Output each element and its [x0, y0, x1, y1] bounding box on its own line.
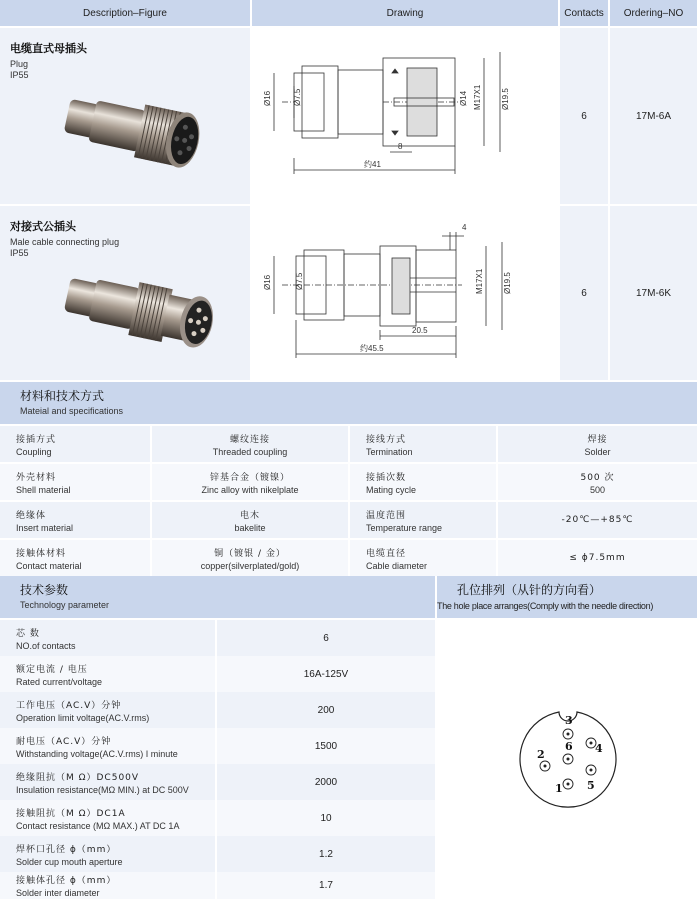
product-drawing: [252, 28, 560, 204]
material-row: [0, 502, 697, 538]
dim-d16: Ø16: [263, 90, 272, 106]
material-value-cn: 500 次: [580, 472, 615, 483]
hole-label-5: 5: [587, 779, 595, 792]
dim-l8: 8: [398, 142, 403, 151]
product-ip-rating: IP55: [10, 70, 29, 80]
tech-label-en: Solder inter diameter: [16, 888, 100, 898]
material-label-en: Coupling: [16, 446, 52, 457]
tech-value: 10: [320, 812, 332, 824]
tech-value: 1.7: [319, 880, 333, 891]
tech-row: [0, 656, 435, 692]
tech-value: 6: [323, 632, 329, 644]
material-value-cn: 焊接: [587, 434, 608, 445]
material-value-en: Zinc alloy with nikelplate: [201, 484, 299, 495]
material-value-en: 500: [589, 484, 606, 495]
tech-label-en: Solder cup mouth aperture: [16, 856, 123, 867]
material-value-cn: ≤ ϕ7.5mm: [569, 553, 626, 563]
product-description: [0, 28, 252, 204]
materials-title-en: Mateial and specifications: [20, 406, 124, 416]
material-label-cn: 绝缘体: [16, 510, 47, 521]
material-row: [0, 426, 697, 462]
header-contacts: Contacts: [560, 0, 610, 26]
product-row-plug: [0, 28, 697, 204]
dim-l205: 20.5: [412, 326, 428, 335]
tech-label-cn: 耐电压（AC.V）分钟: [16, 736, 112, 747]
dim-l41: 约41: [364, 160, 381, 169]
tech-row: [0, 800, 435, 836]
holes-title-en: The hole place arranges(Comply with the needle direction): [437, 601, 654, 611]
material-label-en: Temperature range: [366, 522, 443, 533]
tech-label-cn: 绝缘阻抗（M Ω）DC500V: [16, 772, 140, 783]
material-row: [0, 540, 697, 576]
hole-arrangement-diagram: [505, 704, 635, 814]
male-plug-photo: [55, 264, 235, 364]
dim-d195: Ø19.5: [501, 88, 510, 110]
tech-row: [0, 872, 435, 899]
product-ip-rating: IP55: [10, 248, 29, 258]
plug-technical-drawing: [252, 28, 560, 204]
product-order-no: 17M-6K: [635, 287, 671, 299]
material-row: [0, 464, 697, 500]
material-label-en: Cable diameter: [366, 560, 428, 571]
tech-label-en: Operation limit voltage(AC.V.rms): [16, 712, 150, 723]
tech-row: [0, 764, 435, 800]
product-title-cn: 对接式公插头: [10, 220, 76, 233]
material-value-en: copper(silverplated/gold): [200, 560, 300, 571]
hole-label-2: 2: [537, 748, 545, 761]
material-label-en: Mating cycle: [366, 484, 417, 495]
material-value-en: bakelite: [234, 522, 266, 533]
material-label-cn: 接插方式: [16, 434, 57, 445]
product-contacts: 6: [560, 28, 610, 204]
tech-label-cn: 接触阻抗（M Ω）DC1A: [16, 808, 126, 819]
material-label-en: Termination: [366, 446, 413, 457]
tech-section-header: [0, 576, 435, 618]
product-description: [0, 206, 252, 380]
material-value-en: Threaded coupling: [212, 446, 288, 457]
tech-row: [0, 620, 435, 656]
tech-label-en: NO.of contacts: [16, 640, 76, 651]
header-description: Description–Figure: [0, 0, 252, 26]
material-label-en: Contact material: [16, 560, 82, 571]
header-drawing: Drawing: [252, 0, 560, 26]
dim-d195: Ø19.5: [503, 272, 512, 294]
product-title-en: Male cable connecting plug: [10, 237, 120, 247]
tech-label-en: Insulation resistance(MΩ MIN.) at DC 500V: [16, 784, 189, 795]
dim-d75: Ø7.5: [295, 272, 304, 290]
table-header: [0, 0, 697, 26]
material-label-en: Shell material: [16, 484, 71, 495]
material-label-cn: 接插次数: [366, 472, 407, 483]
material-value-cn: 电木: [239, 510, 260, 521]
header-ordering: Ordering–NO: [623, 7, 684, 19]
tech-label-cn: 接触体孔径 ϕ（mm）: [16, 876, 117, 886]
hole-label-6: 6: [565, 740, 573, 753]
materials-section-header: [0, 382, 697, 424]
dim-m17: M17X1: [473, 84, 482, 110]
dim-d75: Ø7.5: [293, 88, 302, 106]
hole-label-4: 4: [595, 742, 603, 755]
dim-m17: M17X1: [475, 268, 484, 294]
material-value-en: Solder: [584, 446, 611, 457]
tech-value: 200: [317, 704, 335, 716]
material-value-cn: 螺纹连接: [229, 434, 270, 445]
product-contacts: 6: [560, 206, 610, 380]
tech-label-cn: 芯 数: [16, 628, 40, 639]
material-label-cn: 接线方式: [366, 434, 407, 445]
dim-d14: Ø14: [459, 90, 468, 106]
material-label-cn: 温度范围: [366, 510, 407, 521]
tech-label-en: Contact resistance (MΩ MAX.) AT DC 1A: [16, 820, 180, 831]
holes-section-header: [437, 576, 697, 618]
tech-label-en: Withstanding voltage(AC.V.rms) I minute: [16, 748, 178, 759]
dim-d16: Ø16: [263, 274, 272, 290]
tech-value: 1.2: [319, 848, 333, 860]
hole-label-1: 1: [555, 782, 563, 795]
material-label-cn: 接触体材料: [16, 548, 67, 559]
tech-label-cn: 工作电压（AC.V）分钟: [16, 700, 122, 711]
tech-value: 1500: [314, 740, 338, 752]
tech-label-cn: 额定电流 / 电压: [16, 664, 88, 675]
tech-row: [0, 692, 435, 728]
hole-label-3: 3: [565, 714, 573, 727]
tech-value: 16A-125V: [303, 668, 349, 680]
tech-row: [0, 836, 435, 872]
material-label-cn: 电缆直径: [366, 548, 407, 559]
tech-title-en: Technology parameter: [20, 600, 110, 610]
materials-title-cn: 材料和技术方式: [20, 389, 105, 403]
product-title-en: Plug: [10, 59, 29, 69]
tech-value: 2000: [314, 776, 338, 788]
tech-row: [0, 728, 435, 764]
material-label-en: Insert material: [16, 522, 74, 533]
material-label-cn: 外壳材料: [16, 472, 57, 483]
material-value-cn: -20℃—+85℃: [561, 515, 634, 525]
product-title-cn: 电缆直式母插头: [10, 42, 87, 55]
product-order-no: 17M-6A: [635, 110, 671, 122]
product-drawing: [252, 206, 560, 380]
tech-label-cn: 焊杯口孔径 ϕ（mm）: [16, 844, 117, 855]
material-value-cn: 锌基合金（镀镍）: [209, 472, 290, 483]
male-plug-technical-drawing: [252, 206, 560, 380]
material-value-cn: 铜（镀银 / 金）: [214, 548, 286, 559]
product-row-male-plug: [0, 206, 697, 380]
tech-title-cn: 技术参数: [20, 583, 69, 597]
dim-l4: 4: [462, 223, 467, 232]
tech-label-en: Rated current/voltage: [16, 676, 103, 687]
dim-l455: 约45.5: [360, 344, 384, 353]
holes-title-cn: 孔位排列（从针的方向看）: [457, 583, 602, 597]
female-plug-photo: [55, 84, 225, 184]
